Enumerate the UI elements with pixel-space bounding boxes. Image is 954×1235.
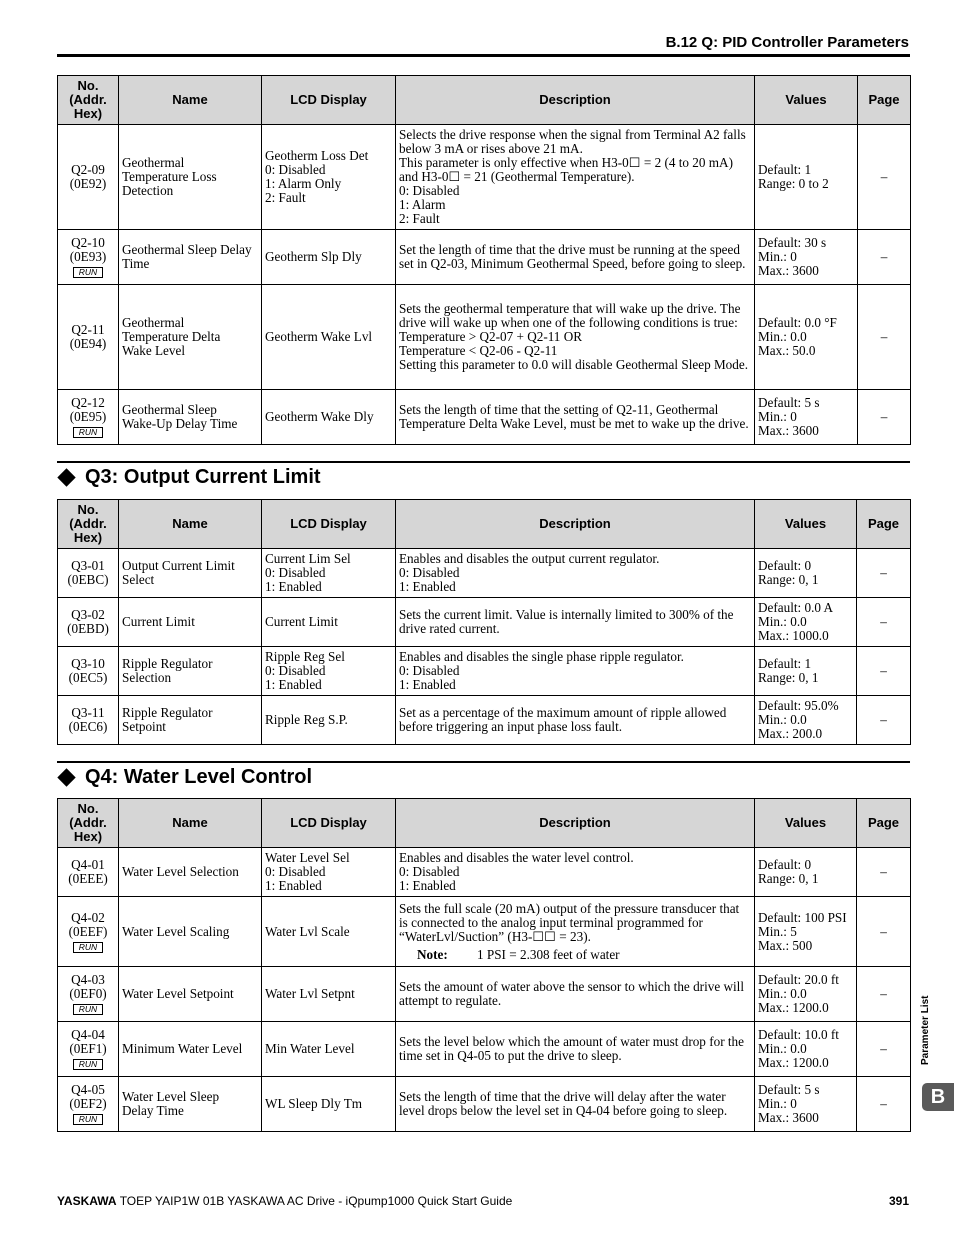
description-text: Sets the geothermal temperature that will wake up the drive. The drive will wake up when one of the following conditions is true: Temperature > Q2-07 + Q2-11 OR Temperature < Q2-06 - Q2-11 Setting this parameter to 0.0 will disable Geothermal Sleep Mode. <box>399 301 749 372</box>
cell-lcd-display: Geotherm Loss Det 0: Disabled 1: Alarm Only 2: Fault <box>262 125 396 230</box>
cell-page: – <box>857 897 911 967</box>
cell-lcd-display: Water Lvl Scale <box>262 897 396 967</box>
cell-param-name: Geothermal Sleep Wake-Up Delay Time <box>119 390 262 445</box>
param-number: Q2-10 <box>71 235 105 250</box>
cell-page: – <box>857 696 911 745</box>
description-text: Sets the current limit. Value is internally limited to 300% of the drive rated current. <box>399 607 734 636</box>
cell-values: Default: 1 Range: 0 to 2 <box>755 125 858 230</box>
header-description: Description <box>396 799 755 848</box>
header-name: Name <box>119 500 262 549</box>
cell-param-name: Water Level Scaling <box>119 897 262 967</box>
cell-description <box>396 897 755 967</box>
cell-page: – <box>858 390 911 445</box>
param-number: Q4-05 <box>71 1082 105 1097</box>
run-badge-icon: RUN <box>73 942 103 953</box>
param-number: Q4-01 <box>71 857 105 872</box>
cell-description <box>396 1022 755 1077</box>
parameter-row <box>58 696 911 745</box>
parameter-row <box>58 390 911 445</box>
q2-parameter-table <box>57 75 911 445</box>
cell-lcd-display: Geotherm Wake Lvl <box>262 285 396 390</box>
diamond-bullet-icon <box>57 468 75 486</box>
cell-param-name: Water Level Selection <box>119 848 262 897</box>
header-page: Page <box>857 799 911 848</box>
cell-param-name: Ripple Regulator Setpoint <box>119 696 262 745</box>
param-number: Q2-09 <box>71 162 105 177</box>
description-text: Sets the amount of water above the sensor to which the drive will attempt to regulate. <box>399 979 744 1008</box>
header-description: Description <box>396 500 755 549</box>
cell-values: Default: 5 s Min.: 0 Max.: 3600 <box>755 1077 857 1132</box>
cell-param-no <box>58 897 119 967</box>
cell-values: Default: 0 Range: 0, 1 <box>755 549 857 598</box>
header-page: Page <box>857 500 911 549</box>
footer-doc-title: TOEP YAIP1W 01B YASKAWA AC Drive - iQpump1000 Quick Start Guide <box>116 1194 513 1208</box>
param-address: (0EF1) <box>69 1041 107 1056</box>
cell-param-no <box>58 1022 119 1077</box>
cell-page: – <box>857 848 911 897</box>
header-rule <box>57 54 910 57</box>
cell-page: – <box>858 285 911 390</box>
cell-param-name: Water Level Sleep Delay Time <box>119 1077 262 1132</box>
param-number: Q3-10 <box>71 656 105 671</box>
parameter-row <box>58 230 911 285</box>
cell-lcd-display: Min Water Level <box>262 1022 396 1077</box>
cell-lcd-display: Current Limit <box>262 598 396 647</box>
cell-param-no <box>58 125 119 230</box>
cell-values: Default: 10.0 ft Min.: 0.0 Max.: 1200.0 <box>755 1022 857 1077</box>
header-row <box>58 76 911 125</box>
header-no: No. (Addr. Hex) <box>58 500 119 549</box>
param-address: (0EBC) <box>67 572 109 587</box>
cell-description <box>396 848 755 897</box>
run-badge-icon: RUN <box>73 267 103 278</box>
param-number: Q2-12 <box>71 395 105 410</box>
cell-values: Default: 30 s Min.: 0 Max.: 3600 <box>755 230 858 285</box>
run-badge-icon: RUN <box>73 1004 103 1015</box>
cell-param-no <box>58 967 119 1022</box>
parameter-row <box>58 125 911 230</box>
diamond-bullet-icon <box>57 768 75 786</box>
cell-values: Default: 100 PSI Min.: 5 Max.: 500 <box>755 897 857 967</box>
cell-param-no <box>58 598 119 647</box>
cell-page: – <box>857 1022 911 1077</box>
param-address: (0EBD) <box>67 621 109 636</box>
cell-page: – <box>857 598 911 647</box>
param-address: (0E92) <box>69 176 107 191</box>
param-address: (0EC5) <box>68 670 108 685</box>
header-lcd-display: LCD Display <box>262 76 396 125</box>
param-address: (0EF0) <box>69 986 107 1001</box>
cell-values: Default: 0 Range: 0, 1 <box>755 848 857 897</box>
parameter-row <box>58 1022 911 1077</box>
description-text: Sets the full scale (20 mA) output of the pressure transducer that is connected to the analog input terminal programmed for “WaterLvl/Suction” (H3-☐☐ = 23). <box>399 900 740 944</box>
cell-page: – <box>857 647 911 696</box>
parameter-row <box>58 848 911 897</box>
cell-param-name: Ripple Regulator Selection <box>119 647 262 696</box>
description-text: Selects the drive response when the signal from Terminal A2 falls below 3 mA or rises above 21 mA. This parameter is only effective when H3-0☐ = 2 (4 to 20 mA) and H3-0☐ = 21 (Geothermal Temperature). 0: Disabled 1: Alarm 2: Fault <box>399 127 746 226</box>
cell-param-name: Geothermal Sleep Delay Time <box>119 230 262 285</box>
cell-param-no <box>58 285 119 390</box>
page-header-title: B.12 Q: PID Controller Parameters <box>665 34 909 51</box>
cell-description <box>396 647 755 696</box>
param-address: (0EEF) <box>68 923 108 939</box>
note-text: 1 PSI = 2.308 feet of water <box>477 946 620 962</box>
cell-param-no <box>58 549 119 598</box>
cell-description <box>396 1077 755 1132</box>
cell-param-name: Current Limit <box>119 598 262 647</box>
param-address: (0EC6) <box>68 719 108 734</box>
cell-description <box>396 598 755 647</box>
cell-param-no <box>58 230 119 285</box>
param-number: Q3-11 <box>71 705 105 720</box>
param-number: Q3-02 <box>71 607 105 622</box>
footer-brand: YASKAWA <box>57 1194 117 1208</box>
cell-param-name: Water Level Setpoint <box>119 967 262 1022</box>
cell-param-name: Geothermal Temperature Delta Wake Level <box>119 285 262 390</box>
description-text: Enables and disables the output current regulator. 0: Disabled 1: Enabled <box>399 551 660 594</box>
cell-description <box>396 390 755 445</box>
header-row <box>58 500 911 549</box>
cell-values: Default: 0.0 °F Min.: 0.0 Max.: 50.0 <box>755 285 858 390</box>
q4-parameter-table <box>57 798 911 1132</box>
q3-section-title: Q3: Output Current Limit <box>85 466 321 488</box>
parameter-row <box>58 549 911 598</box>
cell-description <box>396 967 755 1022</box>
cell-values: Default: 1 Range: 0, 1 <box>755 647 857 696</box>
header-values: Values <box>755 500 857 549</box>
cell-description <box>396 549 755 598</box>
cell-lcd-display: Geotherm Wake Dly <box>262 390 396 445</box>
cell-lcd-display: Geotherm Slp Dly <box>262 230 396 285</box>
cell-values: Default: 20.0 ft Min.: 0.0 Max.: 1200.0 <box>755 967 857 1022</box>
param-address: (0EEE) <box>68 871 108 886</box>
q3-parameter-table <box>57 499 911 745</box>
header-page: Page <box>858 76 911 125</box>
footer-doc-info <box>57 1194 512 1208</box>
parameter-row <box>58 967 911 1022</box>
description-text: Sets the length of time that the setting of Q2-11, Geothermal Temperature Delta Wake Level, must be met to wake up the drive. <box>399 402 749 431</box>
parameter-row <box>58 1077 911 1132</box>
param-address: (0E93) <box>69 249 107 264</box>
description-text: Sets the length of time that the drive will delay after the water level drops below the level set in Q4-04 before going to sleep. <box>399 1089 728 1118</box>
header-values: Values <box>755 76 858 125</box>
parameter-row <box>58 897 911 967</box>
header-row <box>58 799 911 848</box>
run-badge-icon: RUN <box>73 427 103 438</box>
cell-param-no <box>58 696 119 745</box>
cell-lcd-display: Ripple Reg Sel 0: Disabled 1: Enabled <box>262 647 396 696</box>
note-line <box>399 948 751 962</box>
cell-lcd-display: Water Lvl Setpnt <box>262 967 396 1022</box>
q4-section-heading <box>57 765 312 789</box>
cell-description <box>396 696 755 745</box>
cell-page: – <box>858 230 911 285</box>
param-address: (0EF2) <box>69 1096 107 1111</box>
header-name: Name <box>119 799 262 848</box>
side-tab-label: Parameter List <box>920 995 931 1065</box>
header-values: Values <box>755 799 857 848</box>
param-address: (0E95) <box>69 409 107 424</box>
description-text: Set as a percentage of the maximum amount of ripple allowed before triggering an input phase loss fault. <box>399 705 727 734</box>
cell-param-no <box>58 848 119 897</box>
run-badge-icon: RUN <box>73 1059 103 1070</box>
cell-page: – <box>857 967 911 1022</box>
cell-description <box>396 230 755 285</box>
note-label: Note: <box>417 946 448 962</box>
header-no: No. (Addr. Hex) <box>58 76 119 125</box>
cell-page: – <box>857 549 911 598</box>
q4-section-title: Q4: Water Level Control <box>85 766 313 788</box>
param-number: Q4-04 <box>71 1027 105 1042</box>
cell-values: Default: 5 s Min.: 0 Max.: 3600 <box>755 390 858 445</box>
description-text: Set the length of time that the drive must be running at the speed set in Q2-03, Minimum Geothermal Speed, before going to sleep. <box>399 242 746 271</box>
q4-section-rule <box>57 761 910 763</box>
param-number: Q4-02 <box>71 909 105 925</box>
param-number: Q4-03 <box>71 972 105 987</box>
param-number: Q3-01 <box>71 558 105 573</box>
cell-param-name: Geothermal Temperature Loss Detection <box>119 125 262 230</box>
header-name: Name <box>119 76 262 125</box>
description-text: Enables and disables the water level control. 0: Disabled 1: Enabled <box>399 850 634 893</box>
header-lcd-display: LCD Display <box>262 500 396 549</box>
param-address: (0E94) <box>69 336 107 351</box>
parameter-row <box>58 285 911 390</box>
cell-param-name: Output Current Limit Select <box>119 549 262 598</box>
cell-lcd-display: Water Level Sel 0: Disabled 1: Enabled <box>262 848 396 897</box>
cell-page: – <box>857 1077 911 1132</box>
cell-values: Default: 0.0 A Min.: 0.0 Max.: 1000.0 <box>755 598 857 647</box>
cell-param-no <box>58 647 119 696</box>
header-no: No. (Addr. Hex) <box>58 799 119 848</box>
header-description: Description <box>396 76 755 125</box>
cell-lcd-display: Ripple Reg S.P. <box>262 696 396 745</box>
side-tab-letter: B <box>922 1083 954 1111</box>
header-lcd-display: LCD Display <box>262 799 396 848</box>
cell-lcd-display: WL Sleep Dly Tm <box>262 1077 396 1132</box>
footer-page-number: 391 <box>888 1194 909 1208</box>
cell-lcd-display: Current Lim Sel 0: Disabled 1: Enabled <box>262 549 396 598</box>
cell-description <box>396 285 755 390</box>
q3-section-rule <box>57 461 910 463</box>
parameter-row <box>58 647 911 696</box>
q3-section-heading <box>57 465 321 489</box>
cell-description <box>396 125 755 230</box>
param-number: Q2-11 <box>71 322 105 337</box>
cell-page: – <box>858 125 911 230</box>
cell-param-no <box>58 390 119 445</box>
run-badge-icon: RUN <box>73 1114 103 1125</box>
description-text: Sets the level below which the amount of water must drop for the time set in Q4-05 to put the drive to sleep. <box>399 1034 744 1063</box>
cell-values: Default: 95.0% Min.: 0.0 Max.: 200.0 <box>755 696 857 745</box>
cell-param-no <box>58 1077 119 1132</box>
description-text: Enables and disables the single phase ripple regulator. 0: Disabled 1: Enabled <box>399 649 684 692</box>
cell-param-name: Minimum Water Level <box>119 1022 262 1077</box>
parameter-row <box>58 598 911 647</box>
